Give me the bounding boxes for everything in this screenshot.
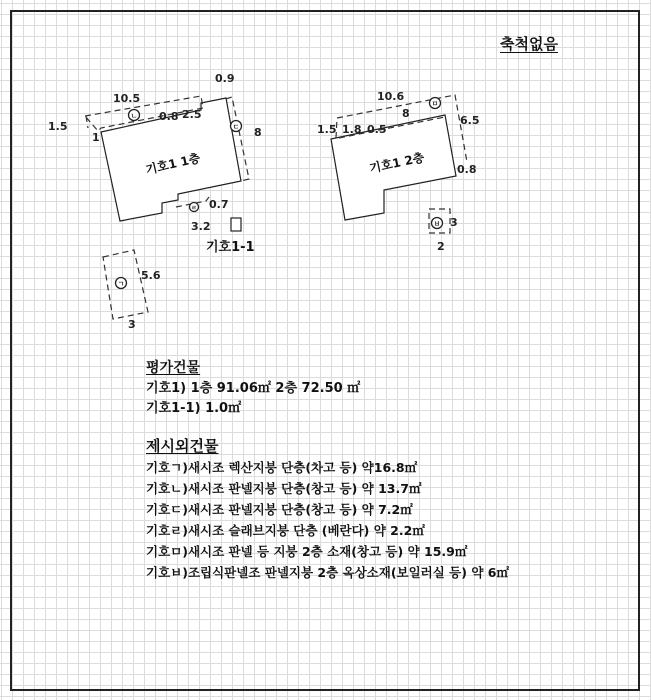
excluded-building-line: 기호ㄱ)새시조 렉산지붕 단층(차고 등) 약16.8㎡	[146, 460, 418, 475]
building1-1-box	[231, 218, 241, 231]
dim-b1f1-inner-b: 2.5	[182, 108, 202, 121]
building1-1-label: 기호1-1	[206, 240, 255, 255]
excluded-building-line: 기호ㄹ)새시조 슬래브지붕 단층 (베란다) 약 2.2㎡	[146, 523, 425, 538]
excluded-building-line: 기호ㄴ)새시조 판넬지붕 단층(창고 등) 약 13.7㎡	[146, 481, 422, 496]
dim-b1f2-inner-left-b: 0.5	[367, 123, 387, 136]
dim-b1f1-corner: 0.9	[215, 72, 235, 85]
excluded-buildings-heading: 제시외건물	[146, 437, 219, 455]
excluded-buildings-section	[146, 435, 509, 583]
evaluated-buildings-heading: 평가건물	[146, 360, 201, 376]
marker-digeut-glyph: ㄷ	[232, 123, 240, 131]
dim-b1f1-small-left: 1	[92, 131, 100, 144]
dim-b1f2-top-length: 10.6	[377, 90, 405, 103]
dim-annex-bieup-bottom: 2	[437, 240, 445, 253]
dim-b1f2-left-offset: 1.5	[317, 123, 337, 136]
dim-b1f1-bottom-step: 3.2	[191, 220, 211, 233]
dim-b1f1-inner-a: 0.8	[159, 110, 179, 123]
dim-b1f1-bottom-offset: 0.7	[209, 198, 229, 211]
dim-b1f2-right-side: 6.5	[460, 114, 480, 127]
dim-annex-giyeok-bottom: 3	[128, 318, 136, 331]
excluded-building-line: 기호ㄷ)새시조 판넬지붕 단층(창고 등) 약 7.2㎡	[146, 502, 413, 517]
marker-bieup-glyph: ㅂ	[433, 220, 441, 228]
marker-giyeok-glyph: ㄱ	[117, 280, 125, 288]
excluded-building-line: 기호ㅁ)새시조 판넬 등 지붕 2층 소재(창고 등) 약 15.9㎡	[146, 544, 468, 559]
dim-annex-bieup-side: 3	[450, 216, 458, 229]
evaluated-buildings-section	[146, 357, 360, 419]
excluded-building-line: 기호ㅂ)조립식판넬조 판넬지붕 2층 옥상소재(보일러실 등) 약 6㎡	[146, 565, 509, 580]
marker-mieum-glyph: ㅁ	[431, 100, 439, 108]
building1-floor2-label: 기호1 2층	[368, 150, 426, 176]
marker-nieun-glyph: ㄴ	[130, 112, 138, 120]
marker-rieul-glyph: ㄹ	[191, 205, 197, 212]
dim-b1f2-right-offset: 0.8	[457, 163, 477, 176]
dim-annex-giyeok-side: 5.6	[141, 269, 161, 282]
dim-b1f1-right-side: 8	[254, 126, 262, 139]
dim-b1f2-inner-left-a: 1.8	[342, 123, 362, 136]
dim-b1f2-inner-top: 8	[402, 107, 410, 120]
evaluated-building-line: 기호1) 1층 91.06㎡ 2층 72.50 ㎡	[146, 381, 361, 396]
evaluated-building-line: 기호1-1) 1.0㎡	[146, 401, 242, 416]
dim-b1f1-left-offset: 1.5	[48, 120, 68, 133]
dim-b1f1-top-length: 10.5	[113, 92, 141, 105]
scale-note: 축척없음	[500, 35, 558, 53]
building1-floor1-label: 기호1 1층	[144, 150, 202, 178]
